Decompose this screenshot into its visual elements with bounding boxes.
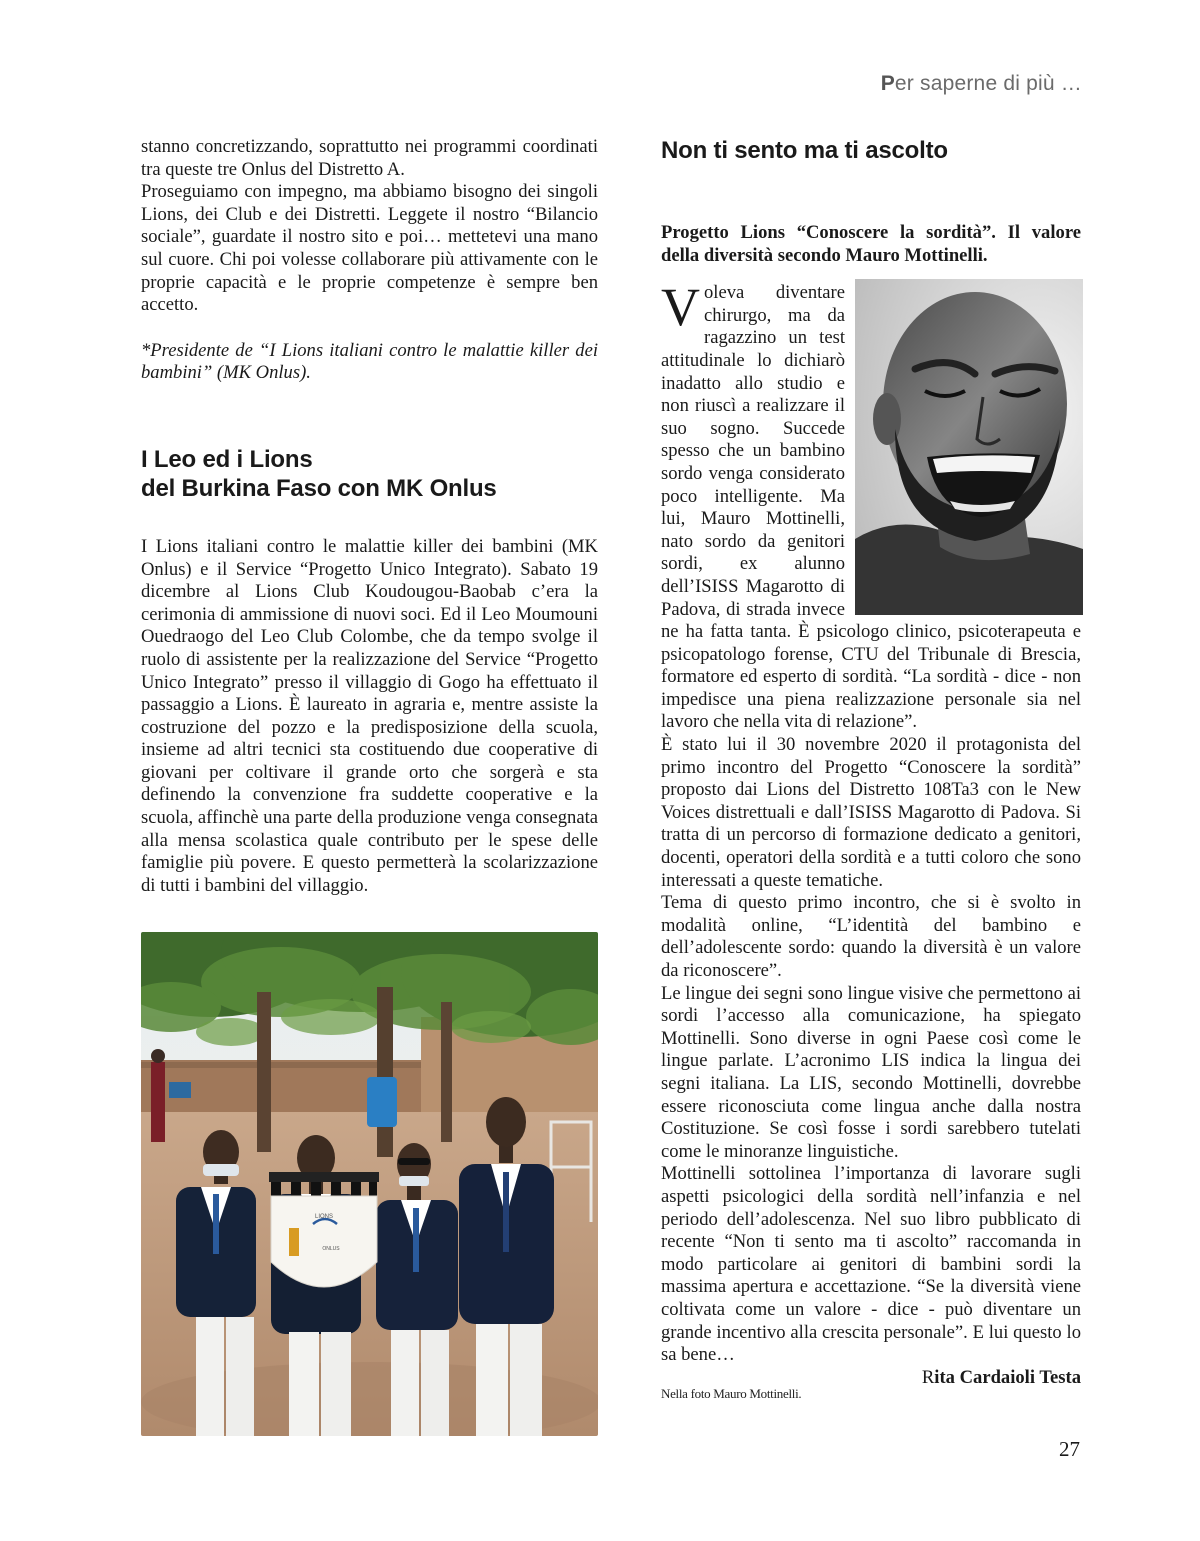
leo-headline-line-1: I Leo ed i Lions [141, 445, 313, 473]
leo-headline-line-2: del Burkina Faso con MK Onlus [141, 474, 497, 502]
burkina-group-photo [141, 932, 598, 1436]
mottinelli-paragraph-4: Le lingue dei segni sono lingue visive che permettono ai sordi l’accesso alla comunicazione, ha spiegato Mottinelli. Sono diverse in ogni Paese così come le lingue parlate. L’acronimo LIS indica la lingua dei segni italiana. La LIS, secondo Mottinelli, dovrebbe essere riconosciuta come lingua anche dalla nostra Costituzione. Se così fosse i sordi sarebbero tutelati come le minoranze linguistiche. [661, 982, 1081, 1162]
left-paragraph-1: stanno concretizzando, soprattutto nei programmi coordinati tra queste tre Onlus del Distretto A. [141, 136, 598, 180]
mottinelli-subhead: Progetto Lions “Conoscere la sordità”. Il valore della diversità secondo Mauro Mottinelli. [661, 222, 1081, 266]
mottinelli-paragraph-5: Mottinelli sottolinea l’importanza di lavorare sugli aspetti psicologici della sordità nell’infanzia e nel periodo dell’adolescenza. Nel suo libro pubblicato di recente “Non ti sento ma ti ascolto” raccomanda in modo particolare ai genitori di bambini sordi la massima apertura e accettazione. “Se la diversità viene coltivata come un valore - dice - può diventare un grande incentivo alla crescita personale”. E lui questo lo sa bene… [661, 1163, 1081, 1366]
leo-article-body: I Lions italiani contro le malattie killer dei bambini (MK Onlus) e il Service “Progetto Unico Integrato). Sabato 19 dicembre al Lions Club Koudougou-Baobab c’era la cerimonia di ammissione di nuovi soci. Ed il Leo Moumouni Ouedraogo del Leo Club Colombe, che da tempo svolge il ruolo di assistente per la realizzazione del Service “Progetto Unico Integrato” presso il villaggio di Gogo ha effettuato il passaggio a Lions. È laureato in agraria e, mentre assiste la costruzione del pozzo e la predisposizione della scuola, insieme ad altri tecnici sta costituendo due cooperative di giovani per coltivare il grande orto che sorgerà e sta definendo la convenzione fra suddette cooperative e la scuola, affinchè una parte della produzione venga consegnata alla mensa scolastica quale contributo per le spese delle famiglie più povere. E questo permetterà la scolarizzazione di tutti i bambini del villaggio. [141, 535, 598, 896]
running-header-text: er saperne di più … [894, 72, 1082, 95]
right-column [661, 136, 1081, 1389]
mottinelli-paragraph-2: È stato lui il 30 novembre 2020 il protagonista del primo incontro del Progetto “Conoscere la sordità” proposto dai Lions del Distretto 108Ta3 con le New Voices distrettuali e dall’ISISS Magarotto di Padova. Si tratta di un percorso di formazione dedicato a genitori, docenti, operatori della sordità e a tutti coloro che sono interessati a queste tematiche. [661, 734, 1081, 891]
signature-name: ita Cardaioli Testa [934, 1366, 1081, 1388]
banner-text-2: ONLUS [322, 1246, 340, 1253]
mottinelli-paragraph-3: Tema di questo primo incontro, che si è svolto in modalità online, “L’identità del bambino e dell’adolescente sordo: quando la diversità è un valore da riconoscere”. [661, 892, 1081, 981]
left-paragraph-2: Proseguiamo con impegno, ma abbiamo bisogno dei singoli Lions, dei Club e dei Distretti. Leggete il nostro “Bilancio sociale”, guardate il nostro sito e poi… mettetevi una mano sul cuore. Chi poi volesse collaborare più attivamente con le proprie capacità e le proprie competenze è sempre ben accetto. [141, 181, 598, 316]
left-column [141, 136, 598, 1436]
signature-initial: R [921, 1366, 935, 1388]
leo-lions-headline [141, 445, 598, 503]
drop-cap: V [661, 277, 700, 338]
page-number: 27 [1059, 1437, 1080, 1461]
photo-caption: Nella foto Mauro Mottinelli. [661, 1386, 802, 1401]
running-header-initial: P [880, 72, 895, 95]
mauro-mottinelli-portrait [855, 279, 1083, 615]
author-note: *Presidente de “I Lions italiani contro le malattie killer dei bambini” (MK Onlus). [141, 339, 598, 384]
mottinelli-intro-text: oleva diventare chirurgo, ma da ragazzino un test attitudinale lo dichiarò inadatto allo studio e non riuscì a realizzare il suo sogno. Succede spesso che un bambino sordo venga considerato poco intelligente. Ma lui, Mauro Mottinelli, nato sordo da genitori sordi, ex alunno dell’ISISS Magarotto di Padova, di strada invece ne ha fatta tanta. È psicologo clinico, psicoterapeuta e psicopatologo forense, CTU del Tribunale di Brescia, formatore ed esperto di sordità. “La sordità - dice - non impedisce una piena realizzazione personale sia nel lavoro che nella vita di relazione”. [661, 282, 1081, 733]
running-header [881, 72, 1082, 96]
mottinelli-headline: Non ti sento ma ti ascolto [661, 137, 948, 164]
banner-text-1: LIONS [314, 1214, 334, 1221]
